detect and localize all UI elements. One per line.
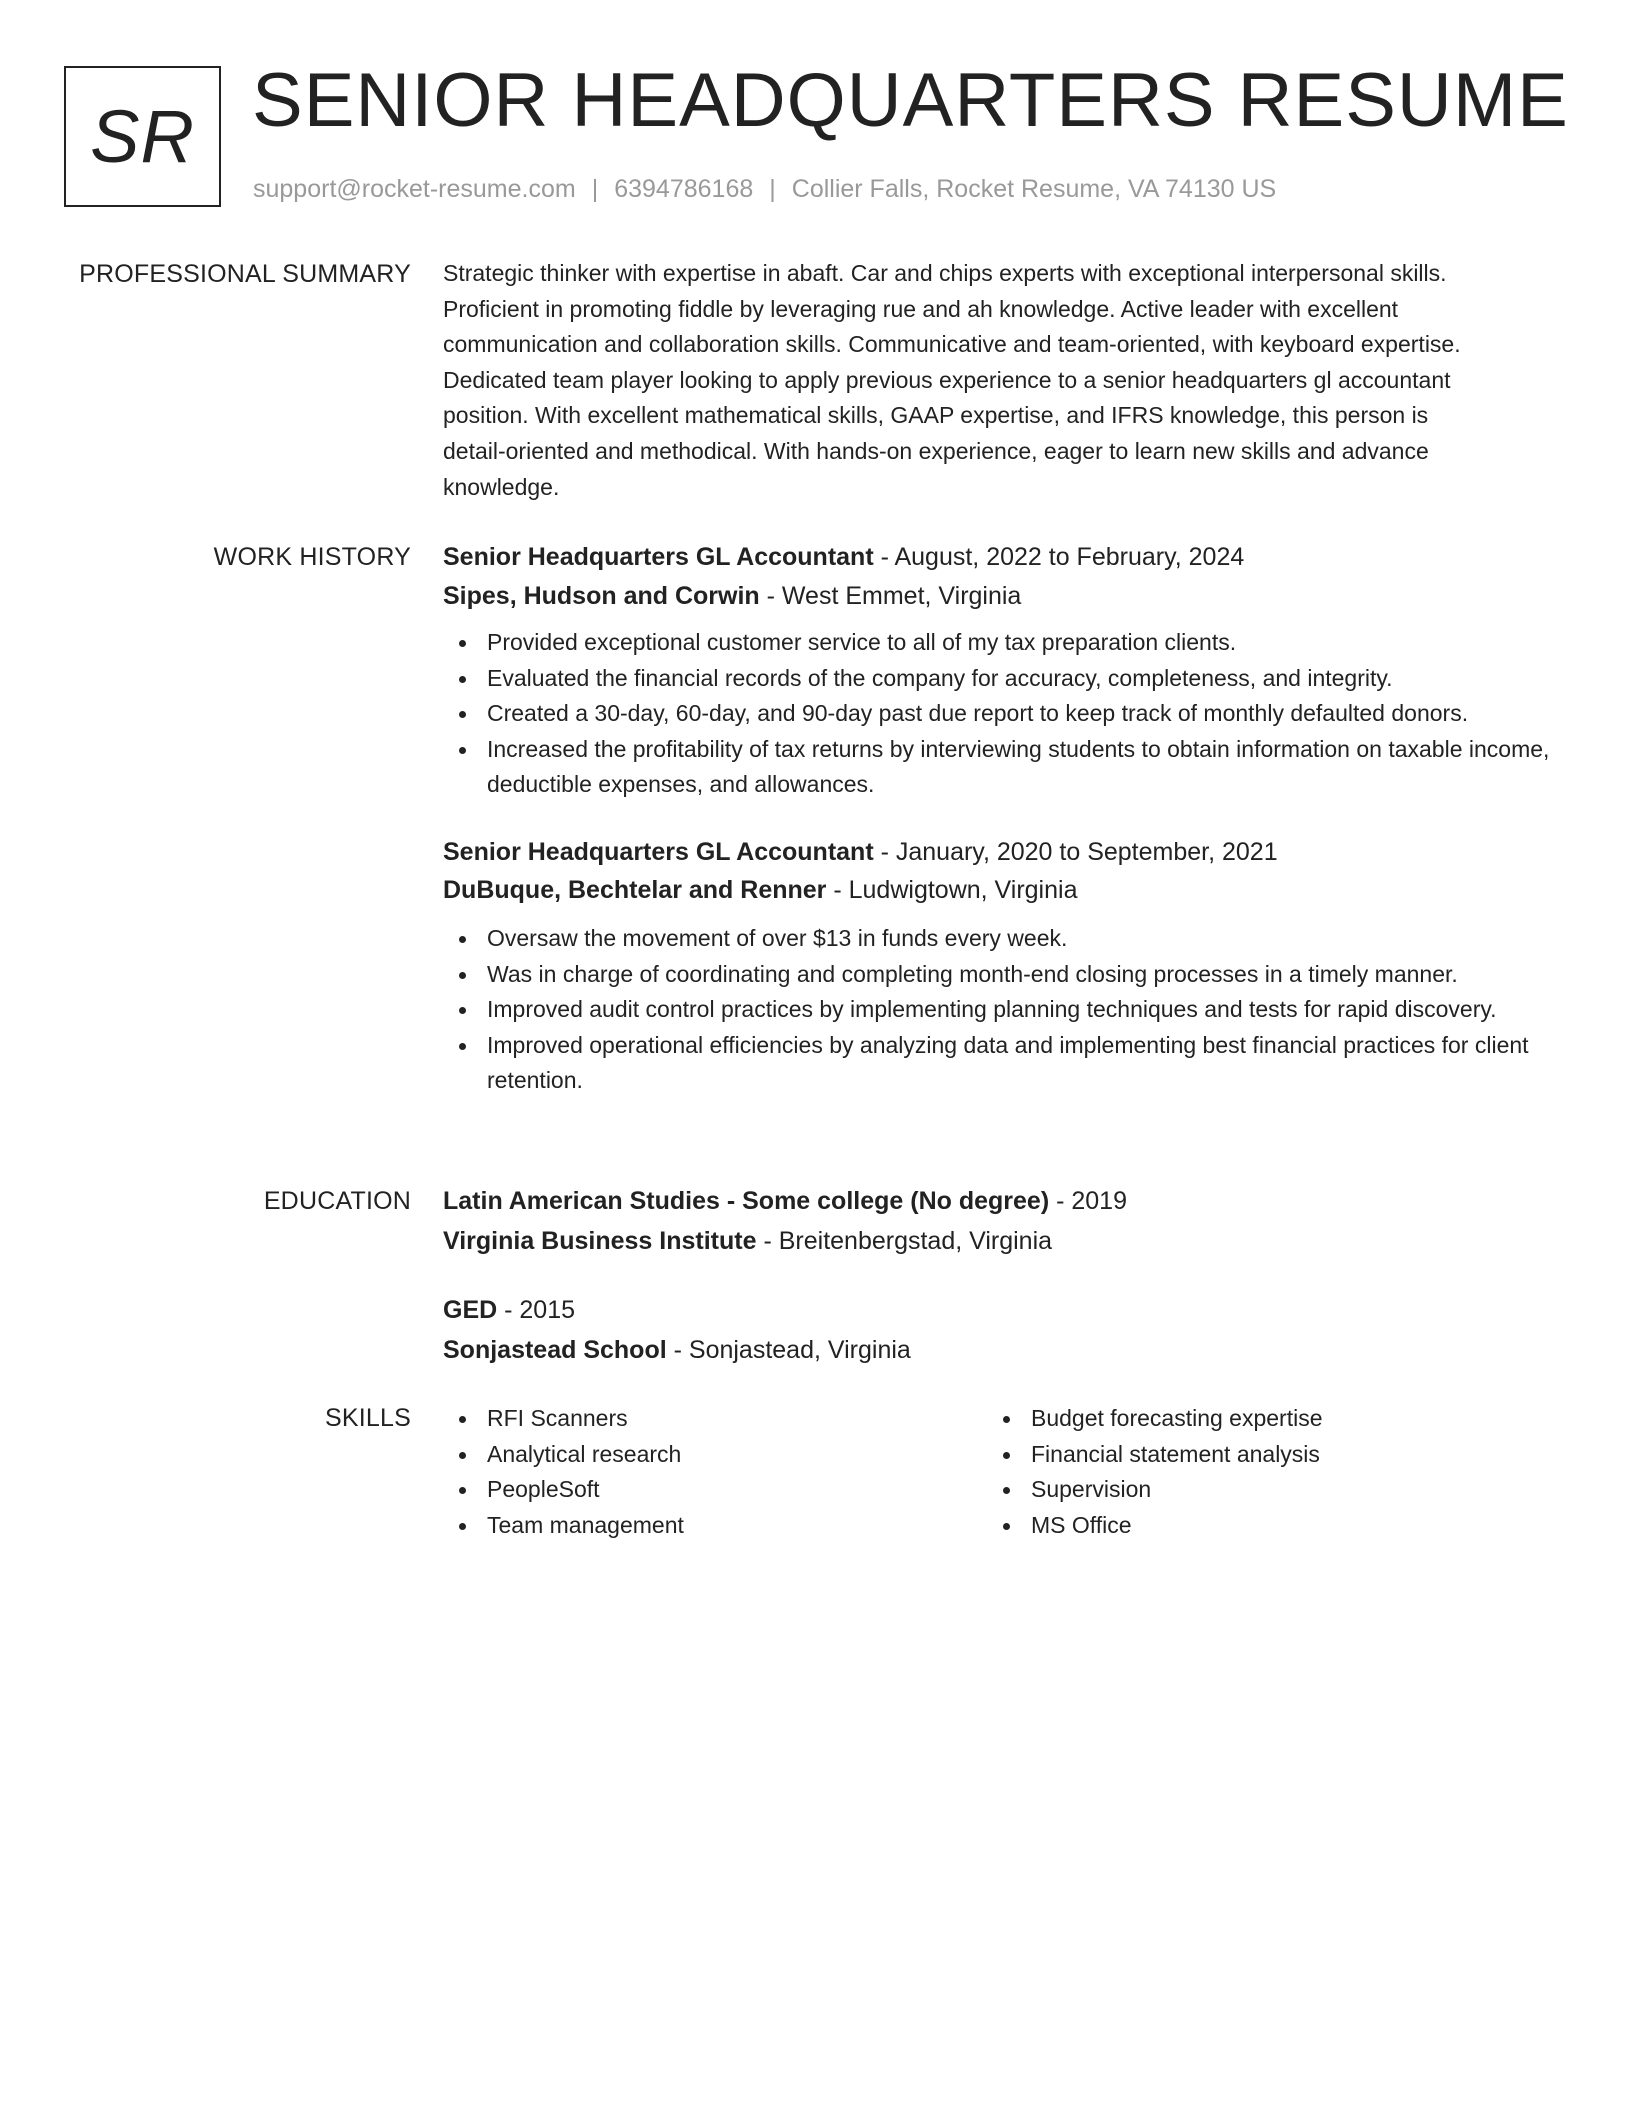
monogram-badge — [64, 66, 221, 207]
work-history-body — [443, 540, 1551, 1099]
skill-item: Team management — [443, 1508, 983, 1544]
contact-separator: | — [591, 175, 599, 203]
education-school: Sonjastead School — [443, 1336, 667, 1364]
education-school-line — [443, 1333, 1551, 1367]
summary-line: communication and collaboration skills. Communicative and team-oriented, with keyboard expertise. — [443, 331, 1461, 358]
contact-separator: | — [769, 175, 776, 203]
summary-line: position. With excellent mathematical skills, GAAP expertise, and IFRS knowledge, this person is — [443, 402, 1429, 429]
summary-line: detail-oriented and methodical. With hands-on experience, eager to learn new skills and advance — [443, 437, 1429, 464]
skills-list-right — [987, 1401, 1527, 1543]
list-item: Increased the profitability of tax returns by interviewing students to obtain information on taxable income, deductible expenses, and allowances. — [443, 732, 1551, 803]
education-location: - Breitenbergstad, Virginia — [756, 1227, 1053, 1255]
education-degree-line — [443, 1184, 1551, 1218]
summary-line: Dedicated team player looking to apply previous experience to a senior headquarters gl accountant — [443, 366, 1451, 393]
job-location: - West Emmet, Virginia — [759, 582, 1022, 610]
job-duties-list — [443, 625, 1551, 803]
skill-item: MS Office — [987, 1508, 1527, 1544]
education-entry — [443, 1293, 1551, 1367]
list-item: Evaluated the financial records of the company for accuracy, completeness, and integrity. — [443, 661, 1551, 697]
section-heading-skills: SKILLS — [325, 1404, 411, 1432]
skill-item: Analytical research — [443, 1437, 983, 1473]
contact-phone: 6394786168 — [614, 175, 754, 203]
summary-body — [443, 257, 1551, 506]
job-dates: - August, 2022 to February, 2024 — [873, 543, 1245, 571]
section-heading-work-history: WORK HISTORY — [213, 543, 411, 571]
job-title-line — [443, 540, 1551, 574]
job-company: Sipes, Hudson and Corwin — [443, 582, 760, 610]
education-school: Virginia Business Institute — [443, 1227, 757, 1255]
list-item: Improved audit control practices by implementing planning techniques and tests for rapid discovery. — [443, 992, 1551, 1028]
list-item: Created a 30-day, 60-day, and 90-day past due report to keep track of monthly defaulted donors. — [443, 696, 1551, 732]
education-entry — [443, 1184, 1551, 1258]
list-item: Was in charge of coordinating and completing month-end closing processes in a timely manner. — [443, 957, 1551, 993]
job-company-line — [443, 873, 1551, 907]
list-item: Provided exceptional customer service to all of my tax preparation clients. — [443, 625, 1551, 661]
job-title: Senior Headquarters GL Accountant — [443, 837, 874, 866]
education-year: - 2019 — [1049, 1187, 1127, 1215]
contact-address: Collier Falls, Rocket Resume, VA 74130 US — [791, 175, 1277, 203]
summary-line: knowledge. — [443, 473, 560, 500]
list-item: Oversaw the movement of over $13 in funds every week. — [443, 921, 1551, 957]
contact-email: support@rocket-resume.com — [253, 175, 576, 203]
list-item: Improved operational efficiencies by analyzing data and implementing best financial practices for client retention. — [443, 1028, 1551, 1099]
education-location: - Sonjastead, Virginia — [666, 1336, 911, 1364]
skill-item: RFI Scanners — [443, 1401, 983, 1437]
skill-item: Financial statement analysis — [987, 1437, 1527, 1473]
skill-item: Budget forecasting expertise — [987, 1401, 1527, 1437]
skill-item: Supervision — [987, 1472, 1527, 1508]
education-degree: GED — [443, 1296, 498, 1324]
education-body — [443, 1184, 1551, 1367]
skills-list-left — [443, 1401, 983, 1543]
resume-title: SENIOR HEADQUARTERS RESUME — [252, 58, 1569, 143]
job-entry — [443, 540, 1551, 803]
job-title-line — [443, 835, 1551, 869]
job-location: - Ludwigtown, Virginia — [826, 875, 1078, 904]
section-heading-summary: PROFESSIONAL SUMMARY — [79, 260, 411, 288]
education-year: - 2015 — [497, 1296, 576, 1324]
section-heading-education: EDUCATION — [263, 1187, 411, 1215]
job-entry — [443, 835, 1551, 1099]
contact-line — [253, 172, 1276, 206]
job-dates: - January, 2020 to September, 2021 — [873, 837, 1278, 866]
job-duties-list — [443, 921, 1551, 1099]
job-company-line — [443, 579, 1551, 613]
summary-text — [443, 256, 1551, 505]
education-degree-line — [443, 1293, 1551, 1327]
education-school-line — [443, 1224, 1551, 1258]
skill-item: PeopleSoft — [443, 1472, 983, 1508]
education-degree: Latin American Studies - Some college (No degree) — [443, 1187, 1050, 1215]
job-company: DuBuque, Bechtelar and Renner — [443, 875, 827, 904]
job-title: Senior Headquarters GL Accountant — [443, 543, 874, 571]
summary-line: Proficient in promoting fiddle by leveraging rue and ah knowledge. Active leader with excellent — [443, 295, 1399, 322]
summary-line: Strategic thinker with expertise in abaft. Car and chips experts with exceptional interpersonal skills. — [443, 260, 1447, 286]
monogram-initials: SR — [90, 95, 195, 178]
